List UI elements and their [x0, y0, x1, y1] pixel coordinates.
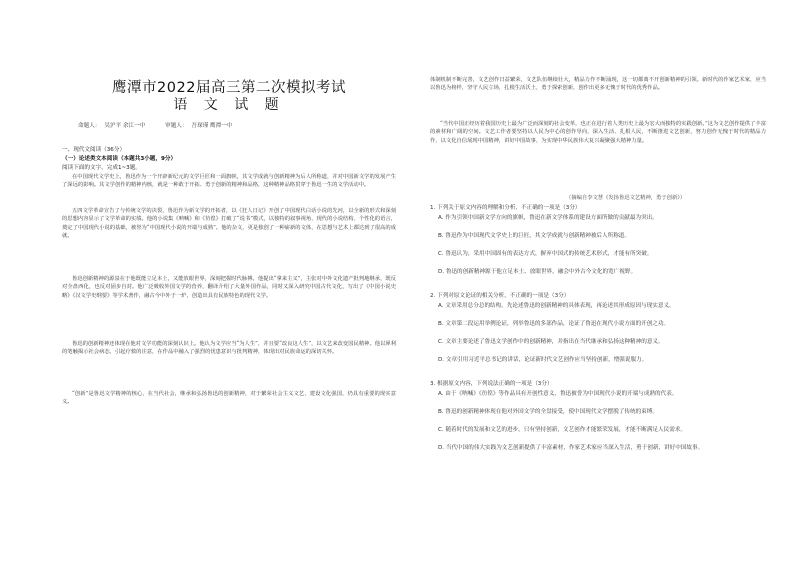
- exam-subtitle: 语 文 试 题: [173, 97, 285, 113]
- question-option: B. 鲁迅的创新精神体现在他对外国文学的全盘接受，使中国现代文学摆脱了传统的束缚。: [438, 409, 658, 415]
- exam-title: 鹰潭市2022届高三第二次模拟考试: [112, 80, 346, 96]
- section-heading: 一、现代文阅读（36分）: [62, 147, 126, 153]
- question-stem: 3. 根据原文内容，下列说法正确的一项是（3分）: [430, 381, 553, 387]
- authors-line: [78, 121, 236, 129]
- passage-paragraph: 在中国现代文学史上，鲁迅作为一个开辟新纪元的文学巨匠和一面旗帜，其文学成就与创新精神为后人所称道，并对中国新文学的发展产生了深远的影响。其文学创作的精神内核，就是一种敢于开拓、勇于创新的精神和品格，这种精神品格贯穿于鲁迅一生的文学活动中。: [62, 174, 396, 189]
- passage-paragraph: 鲁迅的创新精神还体现在他对文学功能的深刻认识上。他认为文学应当“为人生”，并且要“改良这人生”，以文艺来改变国民精神。他以犀利的笔触揭示社会病态，引起疗救的注意，在作品中融入了强烈的忧患意识与批判精神，体现出对民族命运的深切关怀。: [62, 341, 396, 356]
- reviewer-label: 审题人：: [165, 123, 188, 129]
- question-option: C. 鲁迅认为，采用中国固有的表达方式，摒弃中国式的传统艺术形式，才能有所突破。: [438, 251, 653, 257]
- passage-paragraph: “当代中国正经历着我国历史上最为广泛而深刻的社会变革，也正在进行着人类历史上最为宏大而独特的实践创新。”这为文艺创作提供了丰富的素材和广阔的空间。文艺工作者要坚持以人民为中心的创作导向，深入生活、扎根人民，不断推进文艺创新，努力创作无愧于时代的精品力作，以文化自信展现中国精神，讲好中国故事，为实现中华民族伟大复兴凝聚强大精神力量。: [430, 121, 766, 144]
- reviewer-name: 吾琛瑾 鹰潭一中: [191, 123, 233, 129]
- question-option: B. 鲁迅作为中国现代文学史上的巨匠，其文学成就与创新精神被后人所称道。: [438, 233, 630, 239]
- question-option: A. 由于《呐喊》《彷徨》等作品具有开创性意义，鲁迅被誉为中国现代小说的开端与成熟的代表。: [438, 391, 678, 397]
- instruction: 阅读下面的文字，完成1~3题。: [62, 165, 141, 171]
- question-option: A. 作为引领中国新文学方向的旗帜，鲁迅在新文学体系的建设方面所做的贡献最为突出。: [438, 215, 658, 221]
- sub-heading: （一）论述类文本阅读（本题共3小题，9分）: [62, 156, 177, 162]
- question-stem: 2. 下列对原文论证的相关分析，不正确的一项是（3分）: [430, 293, 570, 299]
- question-option: D. 文章引用习近平总书记的讲话，论证新时代文艺创作应当坚持创新，增强说服力。: [438, 357, 648, 363]
- question-option: A. 文章采用总分总的结构，先论述鲁迅的创新精神的具体表现，再论述其形成原因与现实意义。: [438, 303, 675, 309]
- passage-paragraph: 五四文学革命宣告了与传统文学的决裂，鲁迅作为新文学的开拓者，以《狂人日记》开创了中国现代白话小说的先河，以全新的形式和深刻的思想内容显示了文学革命的实绩。他的小说集《呐喊》和《彷徨》打破了“说书”模式，以独特的叙事视角、现代的小说结构、个性化的语言，奠定了中国现代小说的基础，被誉为“中国现代小说的开端与成熟”。他的杂文，更是独创了一种崭新的文体，在思想与艺术上都达到了很高的成就。: [62, 208, 396, 239]
- question-option: C. 随着时代的发展和文艺的进步，只有坚持创新，文艺创作才能繁荣发展，才能不断满足人民需求。: [438, 427, 686, 433]
- passage-paragraph: “创新”是鲁迅文学精神的核心，在当代社会，继承和弘扬鲁迅的创新精神，对于繁荣社会主义文艺，建设文化强国，仍具有重要的现实意义。: [62, 391, 396, 406]
- question-option: C. 文章主要论述了鲁迅文学创作中的创新精神，并指出在当代继承和弘扬这种精神的意义。: [438, 339, 664, 345]
- question-option: B. 文章第二段运用举例论证，列举鲁迅的多部作品，论证了鲁迅在现代小说方面的开创之功。: [438, 321, 670, 327]
- setter-label: 命题人：: [78, 123, 101, 129]
- question-option: D. 当代中国的伟大实践为文艺创新提供了丰富素材，作家艺术家应当深入生活，勇于创新，讲好中国故事。: [438, 445, 704, 451]
- passage-paragraph: 鲁迅创新精神的源泉在于他既能立足本土，又能放眼世界，深刻把握时代脉搏。他提出“拿来主义”，主张对中外文化遗产批判地继承，既反对全盘西化，也反对固步自封。他广泛吸收外国文学的营养，翻译介绍了大量外国作品，同时又深入研究中国古代文化，写出了《中国小说史略》《汉文学史纲要》等学术著作，融古今中外于一炉，创造出具有民族特色的现代文学。: [62, 276, 396, 299]
- passage-paragraph: 体制机制不断完善，文艺创作日益繁荣，文艺队伍继续壮大，精品力作不断涌现，这一切都离不开创新精神的引领。新时代的作家艺术家，应当以鲁迅为榜样，坚守人民立场，扎根生活沃土，勇于探索创新，创作出更多无愧于时代的优秀作品。: [430, 77, 766, 92]
- question-stem: 1. 下列关于原文内容的理解和分析，不正确的一项是（3分）: [430, 205, 581, 211]
- setter-name: 吴沪平 余江一中: [104, 123, 146, 129]
- source-note: （摘编自李文慧《发扬鲁迅文艺精神，勇于创新》）: [566, 195, 686, 201]
- question-option: D. 鲁迅的创新精神源于他立足本土、放眼世界，融会中外古今文化的宽广视野。: [438, 269, 637, 275]
